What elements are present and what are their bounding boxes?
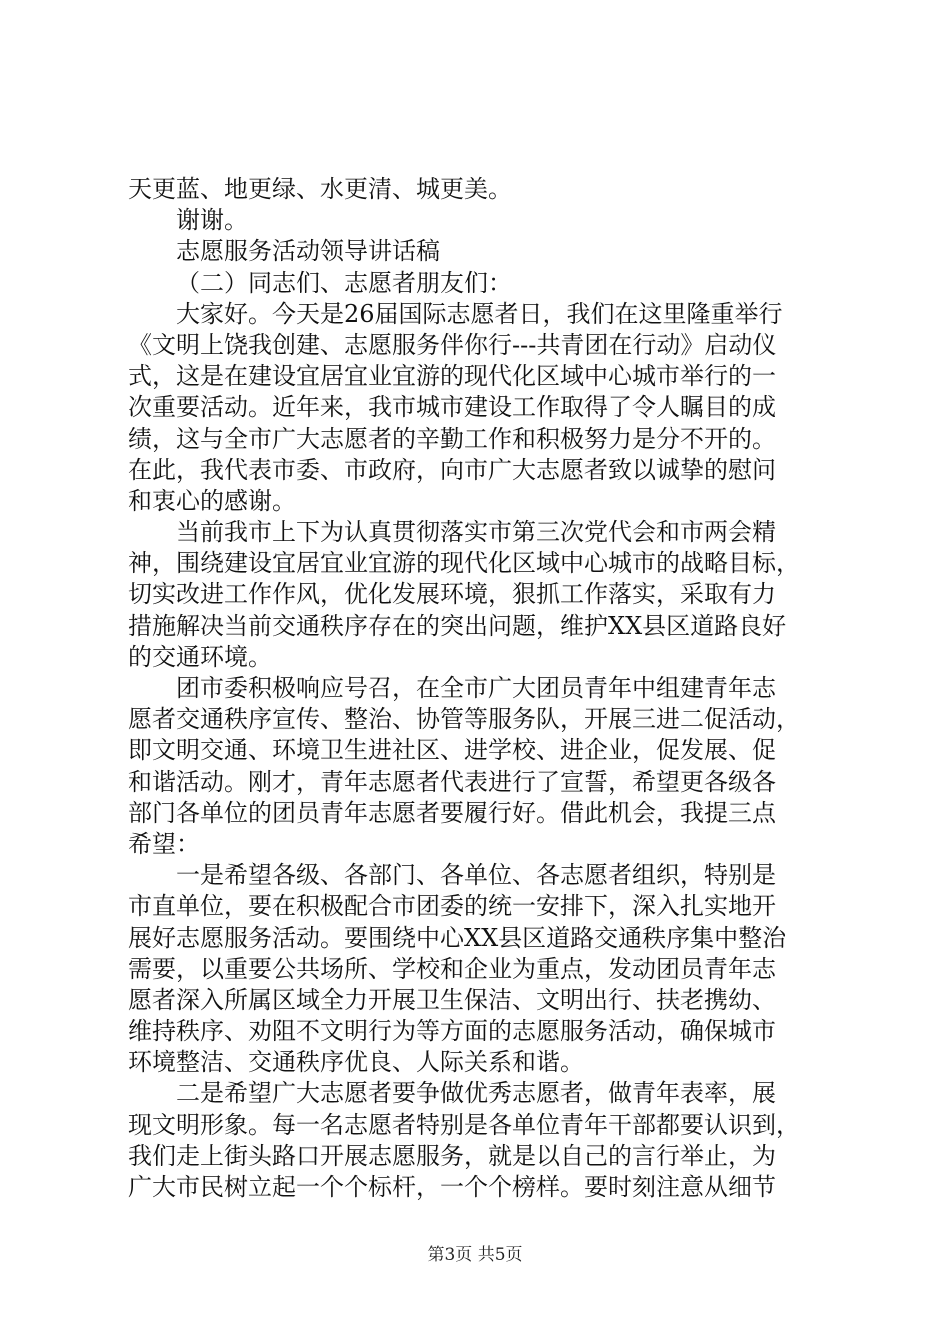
text-line: 天更蓝、地更绿、水更清、城更美。 [128, 175, 512, 203]
text-line: 谢谢。 [176, 206, 248, 235]
text-line: 团市委积极响应号召，在全市广大团员青年中组建青年志 [176, 674, 776, 702]
text-line: 《文明上饶我创建、志愿服务伴你行---共青团在行动》启动仪 [128, 330, 777, 359]
text-line: 一是希望各级、各部门、各单位、各志愿者组织，特别是 [176, 861, 776, 890]
page-footer: 第3页 共5页 [427, 1245, 523, 1265]
text-line: 部门各单位的团员青年志愿者要履行好。借此机会，我提三点 [128, 798, 776, 827]
text-line: 切实改进工作作风，优化发展环境，狠抓工作落实，采取有力 [128, 580, 776, 609]
text-line: 当前我市上下为认真贯彻落实市第三次党代会和市两会精 [176, 518, 776, 547]
text-line: 即文明交通、环境卫生进社区、进学校、进企业，促发展、促 [128, 736, 776, 765]
text-line: （二）同志们、志愿者朋友们： [176, 268, 512, 297]
text-line: 式，这是在建设宜居宜业宜游的现代化区域中心城市举行的一 [128, 362, 776, 391]
text-line: 现文明形象。每一名志愿者特别是各单位青年干部都要认识到， [128, 1110, 800, 1139]
text-line: 和谐活动。刚才，青年志愿者代表进行了宣誓，希望更各级各 [128, 767, 776, 796]
text-line: 希望： [128, 829, 200, 858]
text-line: 和衷心的感谢。 [128, 486, 296, 515]
text-line: 展好志愿服务活动。要围绕中心XX县区道路交通秩序集中整治 [128, 923, 787, 952]
text-line: 需要，以重要公共场所、学校和企业为重点，发动团员青年志 [128, 954, 776, 983]
text-line: 二是希望广大志愿者要争做优秀志愿者，做青年表率，展 [176, 1079, 776, 1108]
text-line: 广大市民树立起一个个标杆，一个个榜样。要时刻注意从细节 [128, 1173, 776, 1201]
text-line: 市直单位，要在积极配合市团委的统一安排下，深入扎实地开 [128, 892, 776, 921]
text-line: 愿者深入所属区域全力开展卫生保洁、文明出行、扶老携幼、 [128, 985, 776, 1014]
document-body [128, 174, 838, 1203]
text-line: 在此，我代表市委、市政府，向市广大志愿者致以诚挚的慰问 [128, 455, 776, 484]
text-line: 志愿服务活动领导讲话稿 [176, 237, 440, 266]
text-line: 的交通环境。 [128, 642, 272, 671]
text-line: 绩，这与全市广大志愿者的辛勤工作和积极努力是分不开的。 [128, 424, 776, 453]
text-line: 措施解决当前交通秩序存在的突出问题，维护XX县区道路良好 [128, 611, 787, 640]
text-line: 神，围绕建设宜居宜业宜游的现代化区域中心城市的战略目标， [128, 549, 800, 578]
text-line: 维持秩序、劝阻不文明行为等方面的志愿服务活动，确保城市 [128, 1017, 776, 1046]
text-line: 我们走上街头路口开展志愿服务，就是以自己的言行举止，为 [128, 1141, 776, 1170]
text-line: 环境整洁、交通秩序优良、人际关系和谐。 [128, 1048, 584, 1077]
text-line: 愿者交通秩序宣传、整治、协管等服务队，开展三进二促活动， [128, 705, 800, 734]
text-line: 次重要活动。近年来，我市城市建设工作取得了令人瞩目的成 [128, 393, 776, 422]
text-line: 大家好。今天是26届国际志愿者日，我们在这里隆重举行 [176, 299, 783, 328]
